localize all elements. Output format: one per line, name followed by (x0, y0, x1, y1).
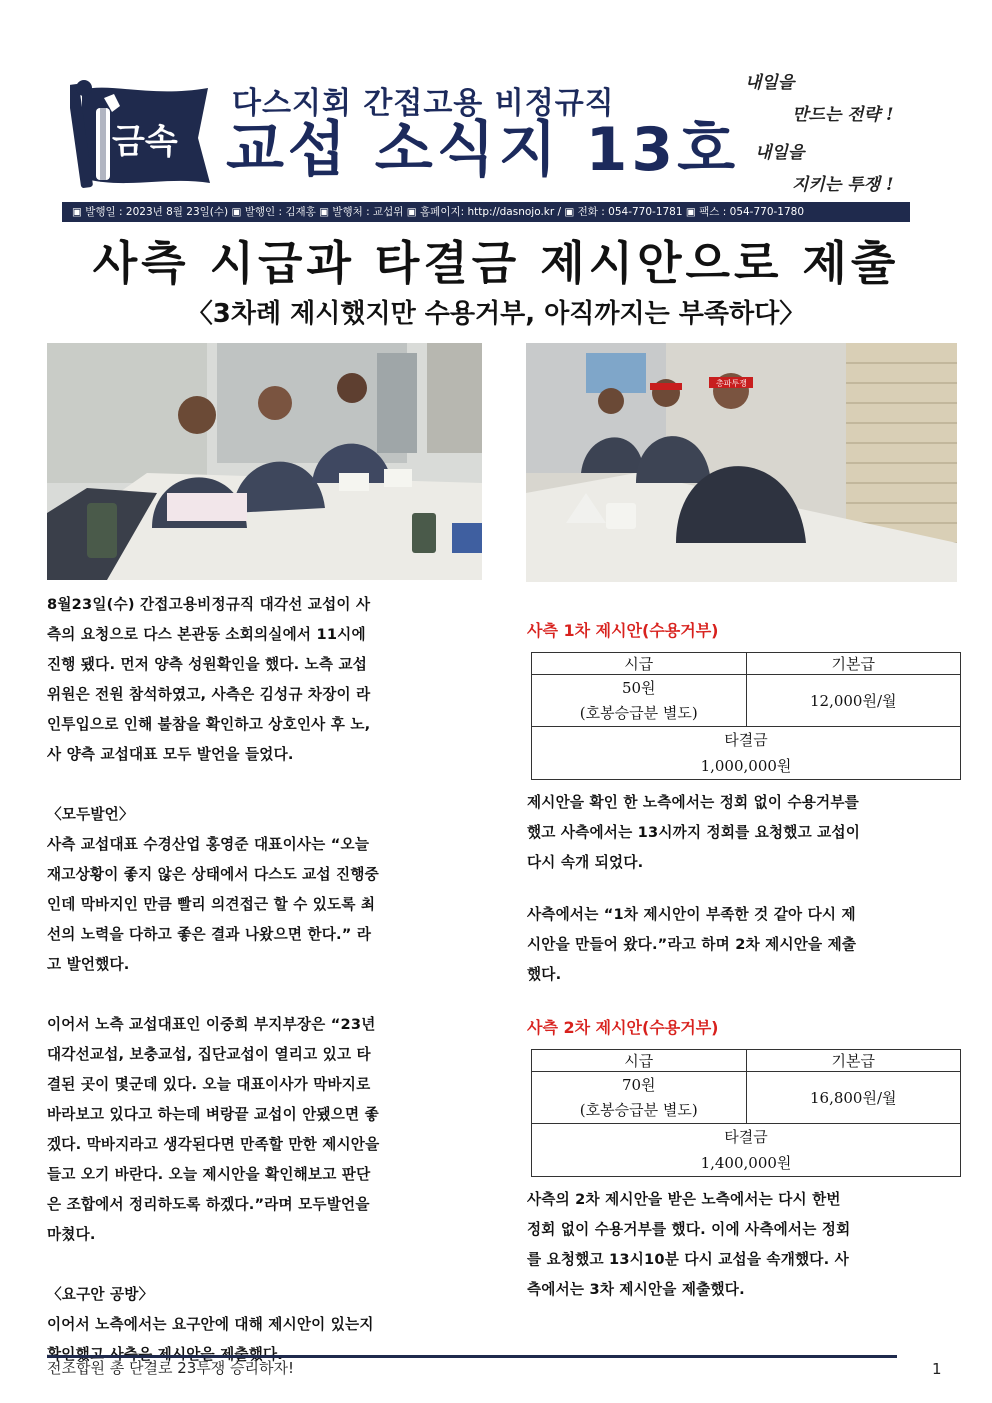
offer-1-title: 사측 1차 제시안(수용거부) (527, 621, 719, 640)
newsletter-title: 교섭 소식지 13호 (226, 115, 740, 185)
slogan-line-4: 지키는 투쟁 ! (792, 175, 894, 195)
headline: 사측 시급과 타결금 제시안으로 제출 (92, 236, 900, 290)
offer-2-base-header: 기본급 (746, 1050, 961, 1072)
right-paragraph-1: 제시안을 확인 한 노측에서는 정회 없이 수용거부를 했고 사측에서는 13시까지 정회를 요청했고 교섭이 다시 속개 되었다. (527, 794, 861, 871)
union-logo (70, 78, 215, 193)
offer-2-table (531, 1049, 961, 1177)
offer-2-title: 사측 2차 제시안(수용거부) (527, 1018, 719, 1037)
offer-2-settlement-value: 1,400,000원 (700, 1154, 792, 1172)
slogan-line-2: 만드는 전략 ! (792, 105, 894, 125)
offer-1-base-value: 12,000원/월 (746, 675, 961, 727)
right-paragraph-2: 사측에서는 “1차 제시안이 부족한 것 같아 다시 제 시안을 만들어 왔다.”라고 하며 2차 제시안을 제출 했다. (527, 906, 857, 983)
opening-remarks-heading: 〈모두발언〉 (47, 806, 134, 823)
slogan-line-1: 내일을 (745, 73, 795, 93)
opening-remarks-paragraph-2: 이어서 노측 교섭대표인 이중희 부지부장은 “23년 대각선교섭, 보충교섭, 집단교섭이 열리고 있고 타 결된 곳이 몇군데 있다. 오늘 대표이사가 막바지로 바라보고 있다고 하는데 벼랑끝 교섭이 안됐으면 좋 겠다. 막바지라고 생각된다면 만족할 만한 제시안을 들고 오기 바란다. 오늘 제시안을 확인해보고 판단 은 조합에서 정리하도록 하겠다.”라며 모두발언을 마쳤다. (47, 1016, 380, 1243)
page-number: 1 (932, 1360, 942, 1378)
offer-2-hourly-value: 70원 (621, 1075, 656, 1094)
meeting-photo-2 (526, 343, 957, 582)
newsletter-subtitle: 다스지회 간접고용 비정규직 (232, 86, 615, 121)
union-flag-icon (70, 78, 215, 193)
offer-2-hourly-cell (532, 1072, 747, 1124)
offer-2-settlement-label: 타결금 (724, 1128, 768, 1146)
footer-slogan: 전조합원 총 단결로 23투쟁 승리하자! (47, 1359, 295, 1377)
slogan-line-3: 내일을 (755, 143, 805, 163)
offer-1-base-header: 기본급 (746, 653, 961, 675)
meeting-photo-1 (47, 343, 482, 580)
offer-2-base-value: 16,800원/월 (746, 1072, 961, 1124)
offer-1-settlement-label: 타결금 (724, 731, 768, 749)
right-paragraph-3: 사측의 2차 제시안을 받은 노측에서는 다시 한번 정회 없이 수용거부를 했다. 이에 사측에서는 정회 를 요청했고 13시10분 다시 교섭을 속개했다. 사 측에서는 3차 제시안을 제출했다. (527, 1191, 851, 1298)
offer-2-hourly-note: (호봉승급분 별도) (579, 1100, 698, 1119)
demand-debate-heading: 〈요구안 공방〉 (47, 1286, 154, 1303)
intro-paragraph: 8월23일(수) 간접고용비정규직 대각선 교섭이 사 측의 요청으로 다스 본관동 소회의실에서 11시에 진행 됐다. 먼저 양측 성원확인을 했다. 노측 교섭 위원은 전원 참석하였고, 사측은 김성규 차장이 라 인투입으로 인해 불참을 확인하고 상호인사 후 노, 사 양측 교섭대표 모두 발언을 들었다. (47, 596, 371, 763)
publication-info-bar: ▣ 발행일 : 2023년 8월 23일(수) ▣ 발행인 : 김재홍 ▣ 발행처 : 교섭위 ▣ 홈페이지: http://dasnojo.kr / ▣ 전화 : 054-770-1781 ▣ 팩스 : 054-770-1780 (62, 202, 910, 222)
offer-1-settlement-value: 1,000,000원 (700, 757, 792, 775)
opening-remarks-paragraph-1: 사측 교섭대표 수경산업 홍영준 대표이사는 “오늘 재고상황이 좋지 않은 상태에서 다스도 교섭 진행중 인데 막바지인 만큼 빨리 의견접근 할 수 있도록 최 선의 노력을 다하고 좋은 결과 나왔으면 한다.” 라 고 발언했다. (47, 836, 379, 973)
demand-debate-paragraph: 이어서 노측에서는 요구안에 대해 제시안이 있는지 (47, 1316, 374, 1333)
offer-1-hourly-cell (532, 675, 747, 727)
offer-1-hourly-value: 50원 (621, 678, 656, 697)
offer-2-hourly-header: 시급 (532, 1050, 747, 1072)
offer-1-hourly-note: (호봉승급분 별도) (579, 703, 698, 722)
offer-1-table (531, 652, 961, 780)
left-column (47, 590, 492, 1370)
offer-2-settlement-cell (532, 1124, 961, 1177)
headband-text: 총파투쟁 (716, 379, 747, 388)
logo-text: 금속 (112, 122, 178, 162)
subheadline: 〈3차례 제시했지만 수용거부, 아직까지는 부족하다〉 (186, 299, 806, 329)
offer-1-hourly-header: 시급 (532, 653, 747, 675)
offer-1-settlement-cell (532, 727, 961, 780)
